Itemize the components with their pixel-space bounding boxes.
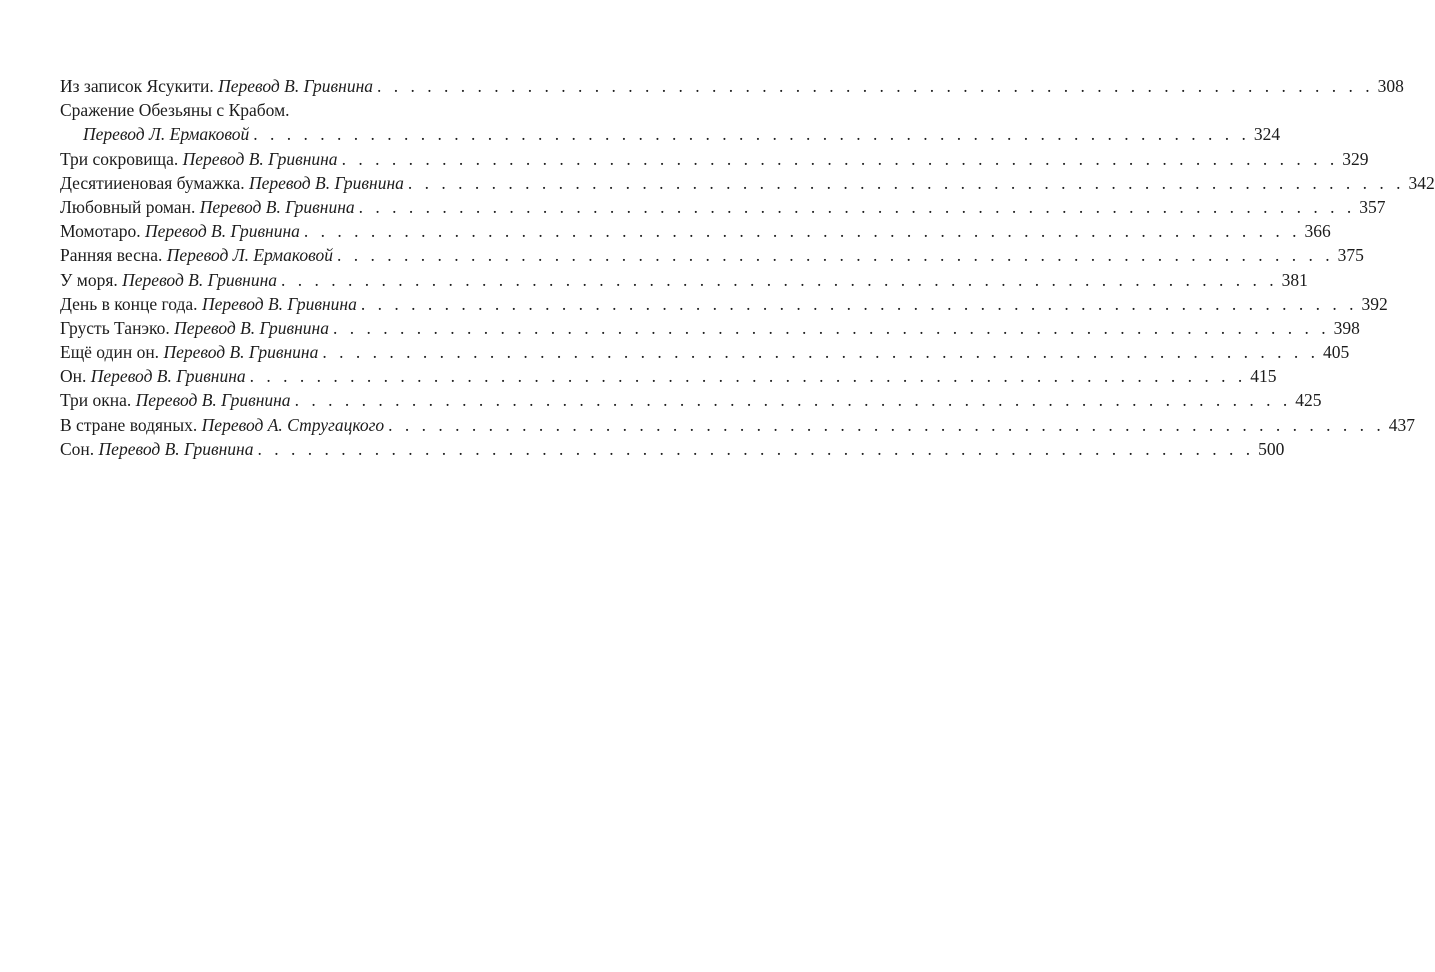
toc-entry-translator: Перевод В. Гривнина bbox=[248, 172, 404, 193]
toc-entry-translator: Перевод В. Гривнина bbox=[174, 317, 329, 338]
toc-entry bbox=[60, 243, 1364, 267]
dot-leader: . . . . . . . . . . . . . . . . . . . . . . . . . . . . . . . . . . . . . . . . . . . . . . . . . . . . . . . . . . . . bbox=[253, 124, 1250, 145]
toc-entry-title: Три сокровища. bbox=[60, 148, 183, 169]
toc-entry-page-number: 415 bbox=[1250, 366, 1277, 387]
toc-entry-title: В стране водяных. bbox=[60, 414, 202, 435]
toc-entry-title: У моря. bbox=[60, 269, 123, 290]
toc-entry-title: Ранняя весна. bbox=[60, 245, 167, 266]
toc-entry-page-number: 375 bbox=[1337, 245, 1364, 266]
dot-leader: . . . . . . . . . . . . . . . . . . . . . . . . . . . . . . . . . . . . . . . . . . . . . . . . . . . . . . . . . . . . bbox=[332, 317, 1330, 338]
toc-entry-translator: Перевод А. Стругацкого bbox=[201, 414, 385, 435]
toc-entry-translator: Перевод В. Гривнина bbox=[98, 438, 254, 459]
table-of-contents bbox=[60, 74, 1435, 461]
toc-entry-translator: Перевод В. Гривнина bbox=[182, 148, 338, 169]
toc-entry-title: Любовный роман. bbox=[60, 196, 200, 217]
dot-leader: . . . . . . . . . . . . . . . . . . . . . . . . . . . . . . . . . . . . . . . . . . . . . . . . . . . . . . . . . . . . bbox=[322, 342, 1319, 363]
toc-entry-translator: Перевод В. Гривнина bbox=[163, 342, 319, 363]
toc-entry-translator: Перевод В. Гривнина bbox=[135, 390, 291, 411]
dot-leader: . . . . . . . . . . . . . . . . . . . . . . . . . . . . . . . . . . . . . . . . . . . . . . . . . . . . . . . . . . . . bbox=[377, 76, 1374, 96]
toc-entry-title: Три окна. bbox=[60, 390, 136, 411]
toc-entry-page-number: 324 bbox=[1253, 124, 1281, 145]
toc-entry-title: Он. bbox=[60, 366, 91, 387]
dot-leader: . . . . . . . . . . . . . . . . . . . . . . . . . . . . . . . . . . . . . . . . . . . . . . . . . . . . . . . . . . . . bbox=[249, 366, 1247, 387]
toc-entry-page-number: 398 bbox=[1333, 317, 1360, 338]
dot-leader: . . . . . . . . . . . . . . . . . . . . . . . . . . . . . . . . . . . . . . . . . . . . . . . . . . . . . . . . . . . . bbox=[358, 196, 1356, 217]
toc-entry-title: Грусть Танэко. bbox=[60, 317, 175, 338]
toc-entry-title: Сражение Обезьяны с Крабом. bbox=[60, 100, 290, 121]
toc-entry bbox=[60, 195, 1386, 219]
dot-leader: . . . . . . . . . . . . . . . . . . . . . . . . . . . . . . . . . . . . . . . . . . . . . . . . . . . . . . . . . . . . bbox=[294, 390, 1292, 411]
dot-leader: . . . . . . . . . . . . . . . . . . . . . . . . . . . . . . . . . . . . . . . . . . . . . . . . . . . . . . . . . . . . bbox=[257, 438, 1255, 459]
toc-entry bbox=[60, 147, 1369, 171]
toc-entry-translator: Перевод Л. Ермаковой bbox=[166, 245, 333, 266]
toc-entry-translator: Перевод В. Гривнина bbox=[199, 196, 355, 217]
toc-entry-page-number: 405 bbox=[1322, 342, 1350, 363]
dot-leader: . . . . . . . . . . . . . . . . . . . . . . . . . . . . . . . . . . . . . . . . . . . . . . . . . . . . . . . . . . . . bbox=[336, 245, 1334, 266]
toc-entry bbox=[60, 316, 1360, 340]
toc-entry bbox=[60, 340, 1350, 364]
dot-leader: . . . . . . . . . . . . . . . . . . . . . . . . . . . . . . . . . . . . . . . . . . . . . . . . . . . . . . . . . . . . bbox=[303, 221, 1301, 242]
toc-entry-translator: Перевод Л. Ермаковой bbox=[83, 124, 250, 145]
toc-entry-page-number: 437 bbox=[1388, 414, 1416, 435]
toc-entry-page-number: 342 bbox=[1408, 172, 1435, 193]
toc-entry-title: Сон. bbox=[60, 438, 99, 459]
toc-entry bbox=[60, 388, 1322, 412]
dot-leader: . . . . . . . . . . . . . . . . . . . . . . . . . . . . . . . . . . . . . . . . . . . . . . . . . . . . . . . . . . . . bbox=[388, 414, 1385, 435]
dot-leader: . . . . . . . . . . . . . . . . . . . . . . . . . . . . . . . . . . . . . . . . . . . . . . . . . . . . . . . . . . . . bbox=[341, 148, 1339, 169]
toc-entry-page-number: 366 bbox=[1304, 221, 1331, 242]
toc-entry bbox=[60, 268, 1308, 292]
toc-entry-page-number: 392 bbox=[1361, 293, 1388, 314]
toc-entry-page-number: 381 bbox=[1281, 269, 1308, 290]
toc-entry-page-number: 357 bbox=[1359, 196, 1386, 217]
toc-entry-translator: Перевод В. Гривнина bbox=[90, 366, 246, 387]
toc-entry bbox=[60, 364, 1277, 388]
toc-entry-page-number: 425 bbox=[1295, 390, 1322, 411]
toc-entry-page-number: 329 bbox=[1342, 148, 1369, 169]
toc-entry-title: Ещё один он. bbox=[60, 342, 164, 363]
toc-entry bbox=[60, 98, 519, 122]
toc-entry bbox=[60, 292, 1388, 316]
toc-entry-title: День в конце года. bbox=[60, 293, 202, 314]
toc-entry bbox=[60, 413, 1416, 437]
toc-entry bbox=[60, 171, 1435, 195]
toc-entry-translator: Перевод В. Гривнина bbox=[218, 76, 373, 96]
dot-leader: . . . . . . . . . . . . . . . . . . . . . . . . . . . . . . . . . . . . . . . . . . . . . . . . . . . . . . . . . . . . bbox=[407, 172, 1405, 193]
toc-entry-translator: Перевод В. Гривнина bbox=[122, 269, 278, 290]
toc-entry-translator: Перевод В. Гривнина bbox=[201, 293, 357, 314]
toc-entry-page-number: 308 bbox=[1377, 76, 1404, 96]
toc-entry-page-number: 500 bbox=[1258, 438, 1285, 459]
toc-entry bbox=[60, 437, 1285, 461]
toc-entry-title: Момотаро. bbox=[60, 221, 146, 242]
toc-entry bbox=[60, 122, 1281, 146]
toc-entry-title: Из записок Ясукити. bbox=[60, 76, 219, 96]
toc-entry-translator: Перевод В. Гривнина bbox=[145, 221, 300, 242]
toc-entry bbox=[60, 74, 1404, 98]
dot-leader: . . . . . . . . . . . . . . . . . . . . . . . . . . . . . . . . . . . . . . . . . . . . . . . . . . . . . . . . . . . . bbox=[281, 269, 1278, 290]
toc-entry-title: Десятииеновая бумажка. bbox=[60, 172, 249, 193]
toc-entry bbox=[60, 219, 1331, 243]
dot-leader: . . . . . . . . . . . . . . . . . . . . . . . . . . . . . . . . . . . . . . . . . . . . . . . . . . . . . . . . . . . . bbox=[360, 293, 1358, 314]
